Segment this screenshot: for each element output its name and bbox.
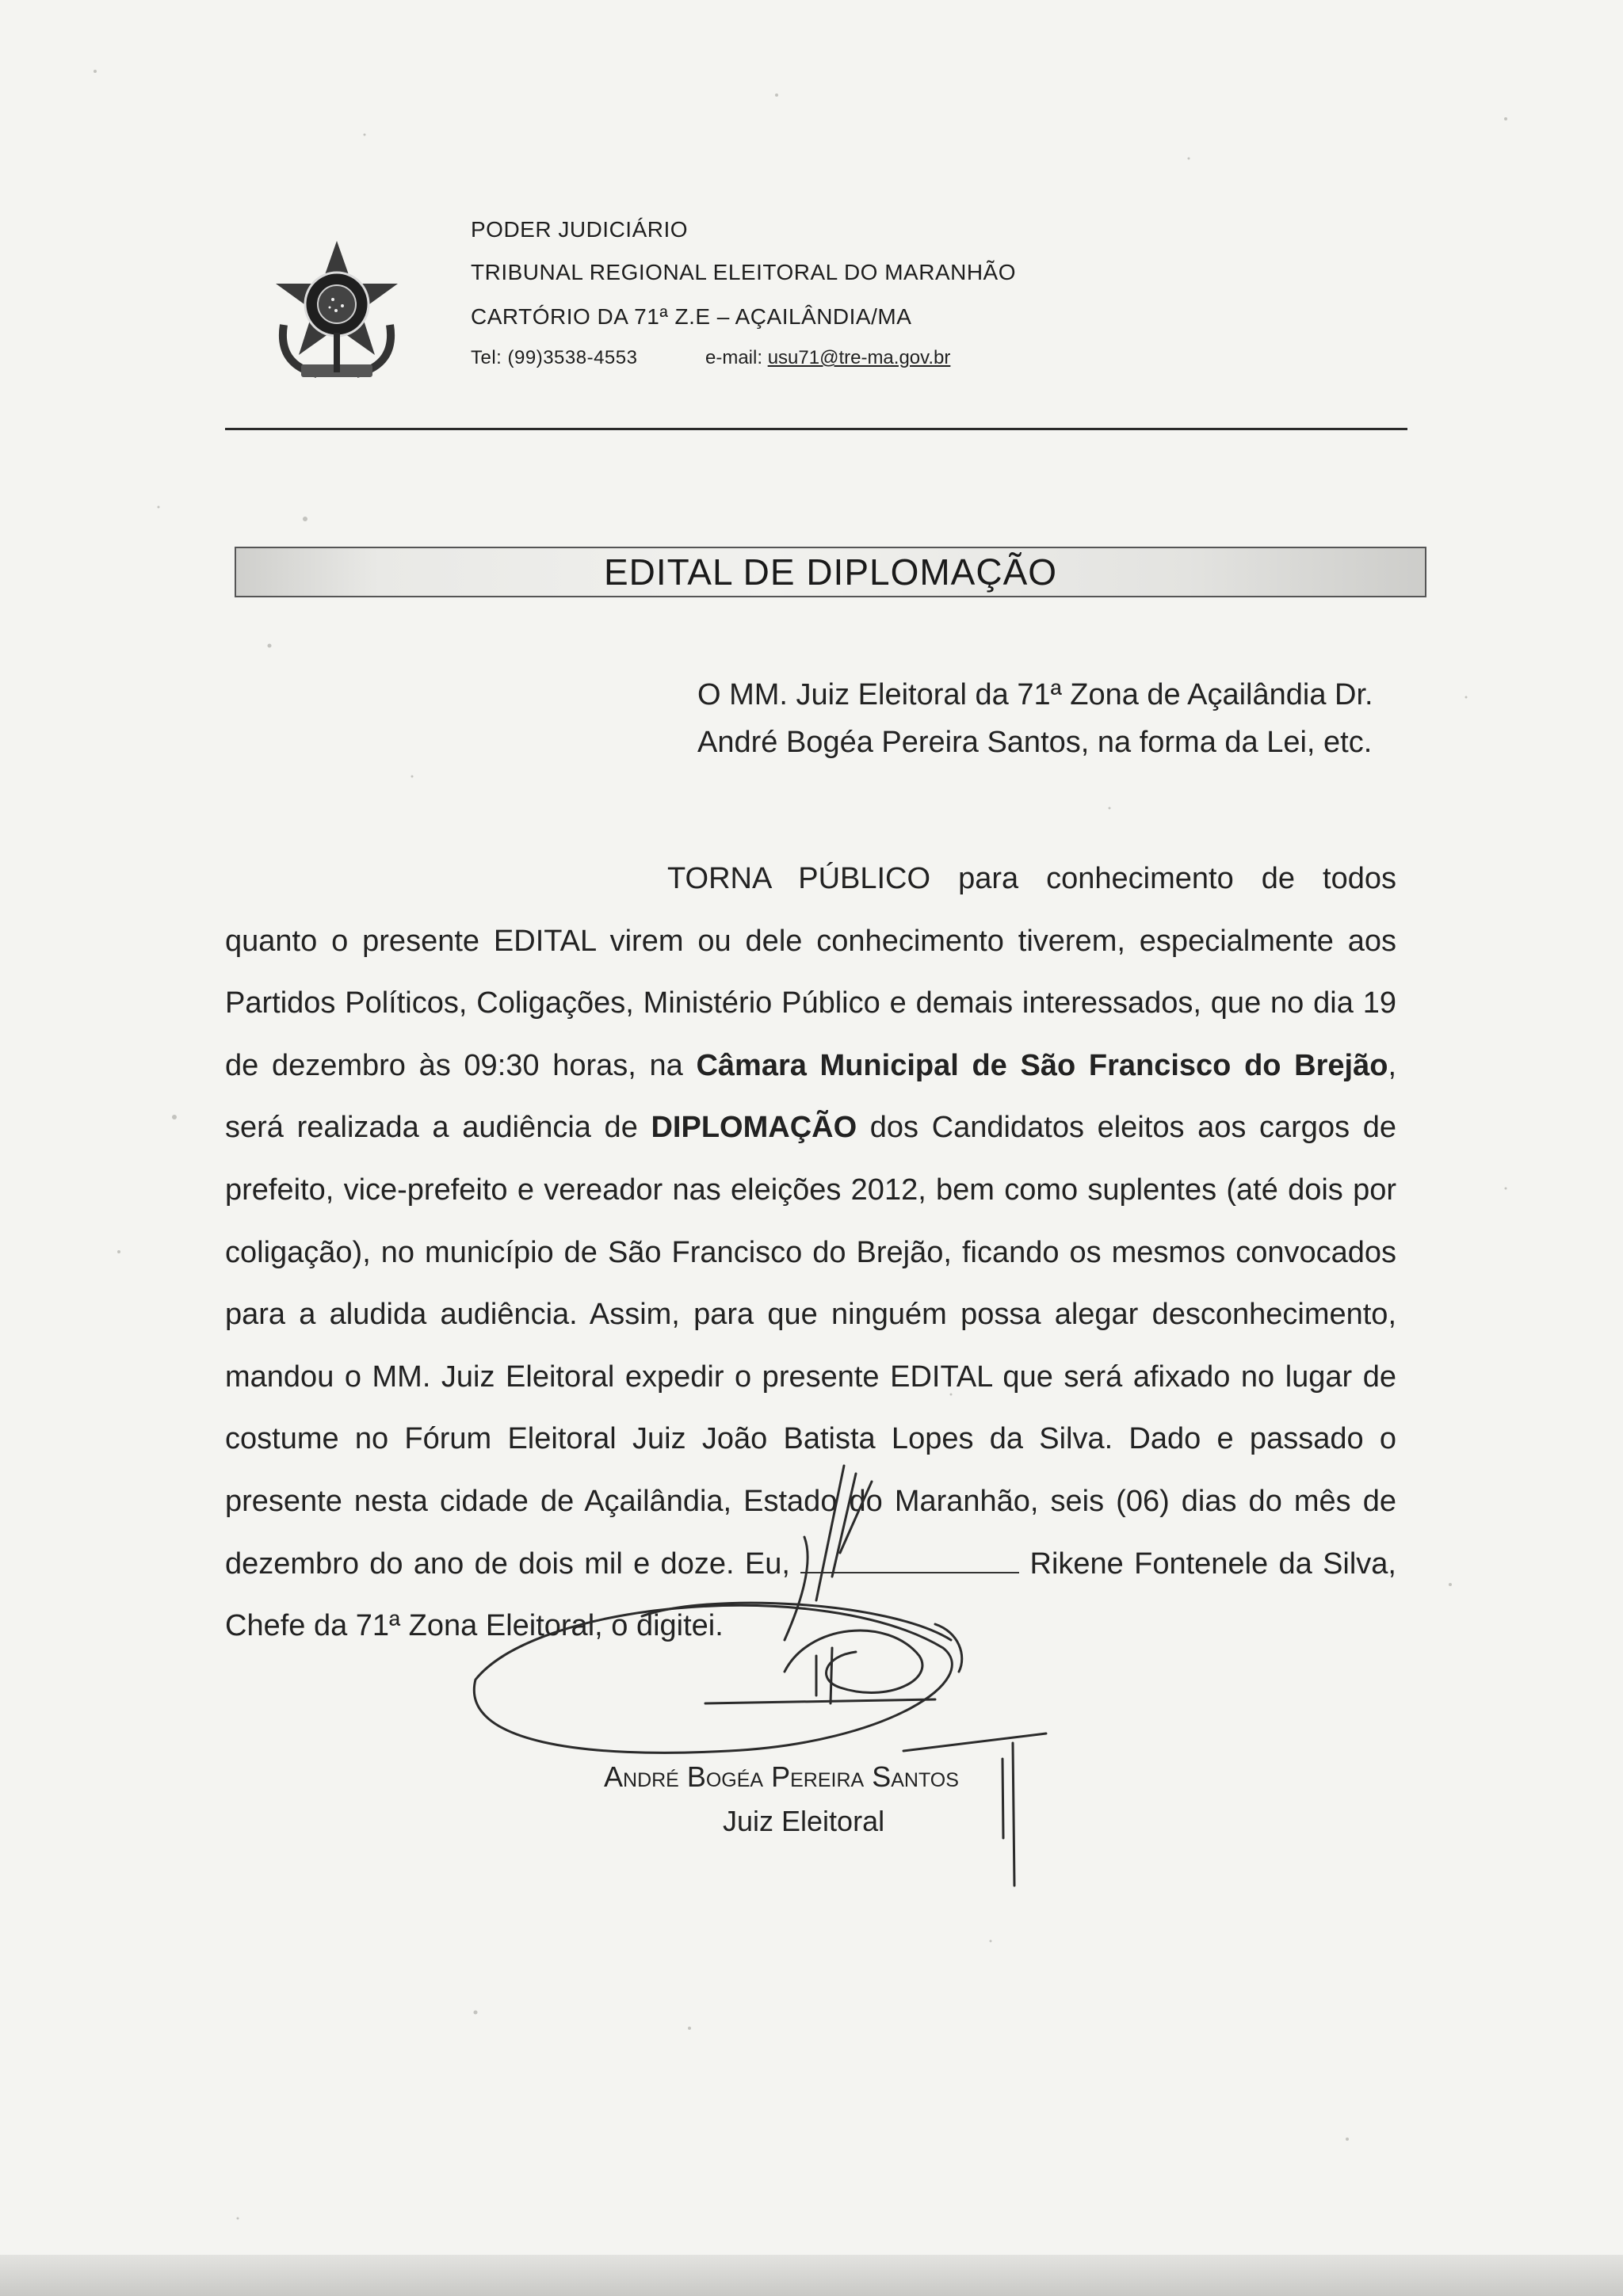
body-part-1: TORNA PÚBLICO para conhecimento de todos quanto o presente EDITAL virem ou dele conhecimento tiverem, especialmente aos Partidos Políticos, Coligações, Ministério Público e demais interessados, que no dia 19 de dezembro às 09:30 horas, na (225, 862, 1396, 1082)
signatory-role: Juiz Eleitoral (723, 1805, 885, 1837)
body-part-3: dos Candidatos eleitos aos cargos de prefeito, vice-prefeito e vereador nas eleições 2012, bem como suplentes (até dois por coligação), no município de São Francisco do Brejão, ficando os mesmos convocados para a aludida audiência. Assim, para que ninguém possa alegar desconhecimento, mandou o MM. Juiz Eleitoral expedir o presente EDITAL que será afixado no lugar de costume no Fórum Eleitoral Juiz João Batista Lopes da Silva. Dado e passado o presente nesta cidade de Açailândia, Estado do Maranhão, seis (06) dias do mês de dezembro do ano de dois mil e doze. Eu, (225, 1111, 1396, 1581)
signature-blank-line (800, 1548, 1019, 1573)
header-line-2: TRIBUNAL REGIONAL ELEITORAL DO MARANHÃO (471, 260, 1017, 284)
brasao-seal-icon (269, 238, 404, 384)
diplomacao-label: DIPLOMAÇÃO (651, 1111, 857, 1145)
page-title: EDITAL DE DIPLOMAÇÃO (603, 551, 1058, 593)
intro-line-2: André Bogéa Pereira Santos, na forma da Lei, etc. (697, 726, 1373, 759)
intro-line-1: O MM. Juiz Eleitoral da 71ª Zona de Açailândia Dr. (697, 678, 1373, 711)
header-line-3: CARTÓRIO DA 71ª Z.E – AÇAILÂNDIA/MA (471, 304, 912, 329)
body-part-4: Rikene Fontenele da Silva, Chefe da 71ª Zona Eleitoral, o digitei. (225, 1547, 1396, 1643)
header-divider (225, 428, 1407, 430)
signatory-name: André Bogéa Pereira Santos (604, 1760, 959, 1793)
email-address: usu71@tre-ma.gov.br (767, 347, 951, 368)
title-box (235, 547, 1426, 597)
header-email (705, 347, 950, 369)
header-line-1: PODER JUDICIÁRIO (471, 217, 689, 242)
edital-body (225, 848, 1396, 1657)
venue-name: Câmara Municipal de São Francisco do Brejão (696, 1048, 1388, 1082)
scan-edge-band (0, 2255, 1623, 2296)
body-part-2: , será realizada a audiência de (225, 1048, 1396, 1145)
header-phone: Tel: (99)3538-4553 (471, 347, 638, 368)
email-label: e-mail: (705, 347, 763, 368)
